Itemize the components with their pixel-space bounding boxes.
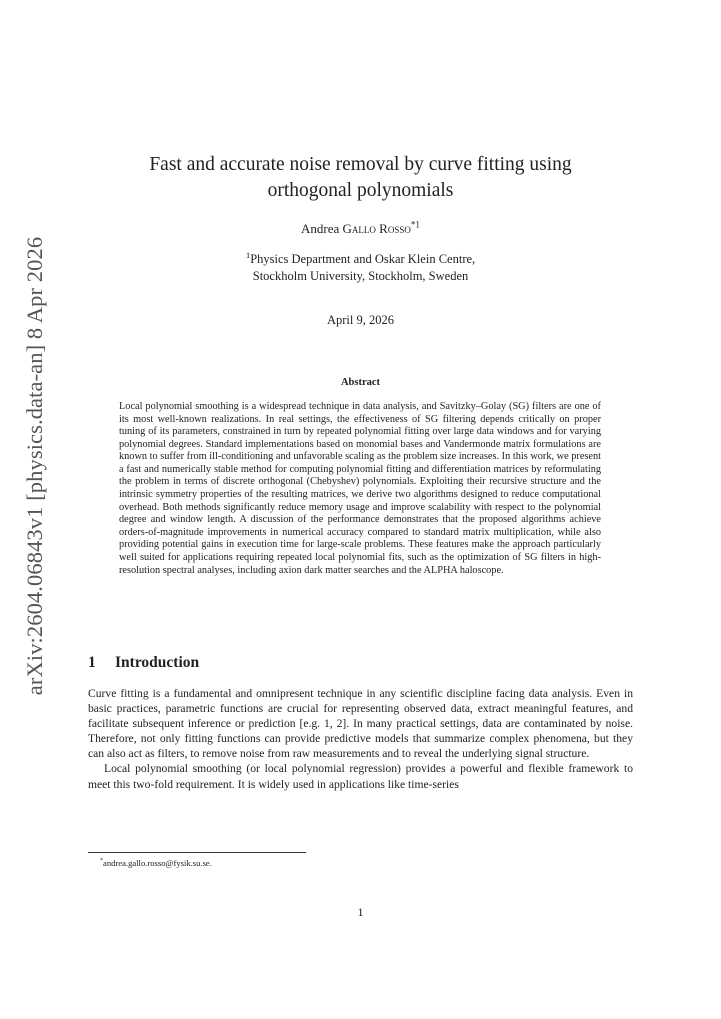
abstract-text: Local polynomial smoothing is a widespread technique in data analysis, and Savitzky–Golay (SG) filters are one of its most well-known realizations. In real settings, the effectiveness of SG filtering depends critically on proper tuning of its parameters, constrained in turn by repeated polynomial fitting over large data windows and for varying polynomial degrees. Standard implementations based on monomial bases and Vandermonde matrix formulations are known to suffer from ill-conditioning and unfavorable scaling as the problem size increases. In this work, we present a fast and numerically stable method for computing polynomial fitting and differentiation matrices by reformulating the problem in terms of discrete orthogonal (Chebyshev) polynomials. Exploiting their recursive structure and the intrinsic symmetry properties of the resulting matrices, we derive two algorithms designed to reduce computational overhead. Both methods significantly reduce memory usage and improve scalability with respect to the polynomial degree and window length. A discussion of the performance demonstrates that the proposed algorithms achieve orders-of-magnitude improvements in numerical accuracy compared to standard matrix multiplication, while also providing potential gains in execution time for large-scale problems. These features make the approach particularly well suited for applications requiring repeated local polynomial fits, such as the optimization of SG filters in high-resolution spectral analyses, including axion dark matter searches and the ALPHA haloscope. [119,401,601,576]
paragraph-2: Local polynomial smoothing (or local polynomial regression) provides a powerful and flexible framework to meet this two-fold requirement. It is widely used in applications like time-series [88,762,633,791]
section-number: 1 [88,654,96,671]
title-line-2: orthogonal polynomials [267,180,454,201]
page-number: 1 [357,905,364,919]
paragraph-1: Curve fitting is a fundamental and omnipresent technique in any scientific discipline facing data analysis. Even in basic practices, parametric functions are crucial for representing observed data, extract meaningful features, and facilitate subsequent inference or prediction [e.g. 1, 2]. In many practical settings, data are contaminated by noise. Therefore, not only fitting functions can provide predictive models that summarize complex phenomena, but they can also act as filters, to remove noise from raw measurements and to reveal the underlying signal structure. [88,687,633,761]
section-heading [88,654,199,672]
author-family-name: Gallo Rosso [342,221,411,236]
footnote [100,858,212,868]
affiliation-line-1: Physics Department and Oskar Klein Centre, [250,252,476,266]
body-text [88,686,633,792]
arxiv-identifier-text: arXiv:2604.06843v1 [physics.data-an] 8 Apr 2026 [22,236,47,696]
section-title: Introduction [115,654,200,671]
paper-title [88,152,633,204]
paper-date: April 9, 2026 [326,313,394,327]
arxiv-identifier [22,236,48,696]
footnote-mark: * [100,858,104,865]
title-line-1: Fast and accurate noise removal by curve fitting using [149,154,572,175]
affiliation [88,251,633,285]
affiliation-line-2: Stockholm University, Stockholm, Sweden [252,269,469,283]
footnote-text: andrea.gallo.rosso@fysik.su.se. [103,858,212,868]
affiliation-mark: 1 [245,249,251,260]
footnote-rule [88,852,306,853]
author-given-name: Andrea [301,221,343,236]
author-marks: *1 [410,219,420,230]
author-line [88,221,633,237]
abstract-heading: Abstract [340,377,381,388]
